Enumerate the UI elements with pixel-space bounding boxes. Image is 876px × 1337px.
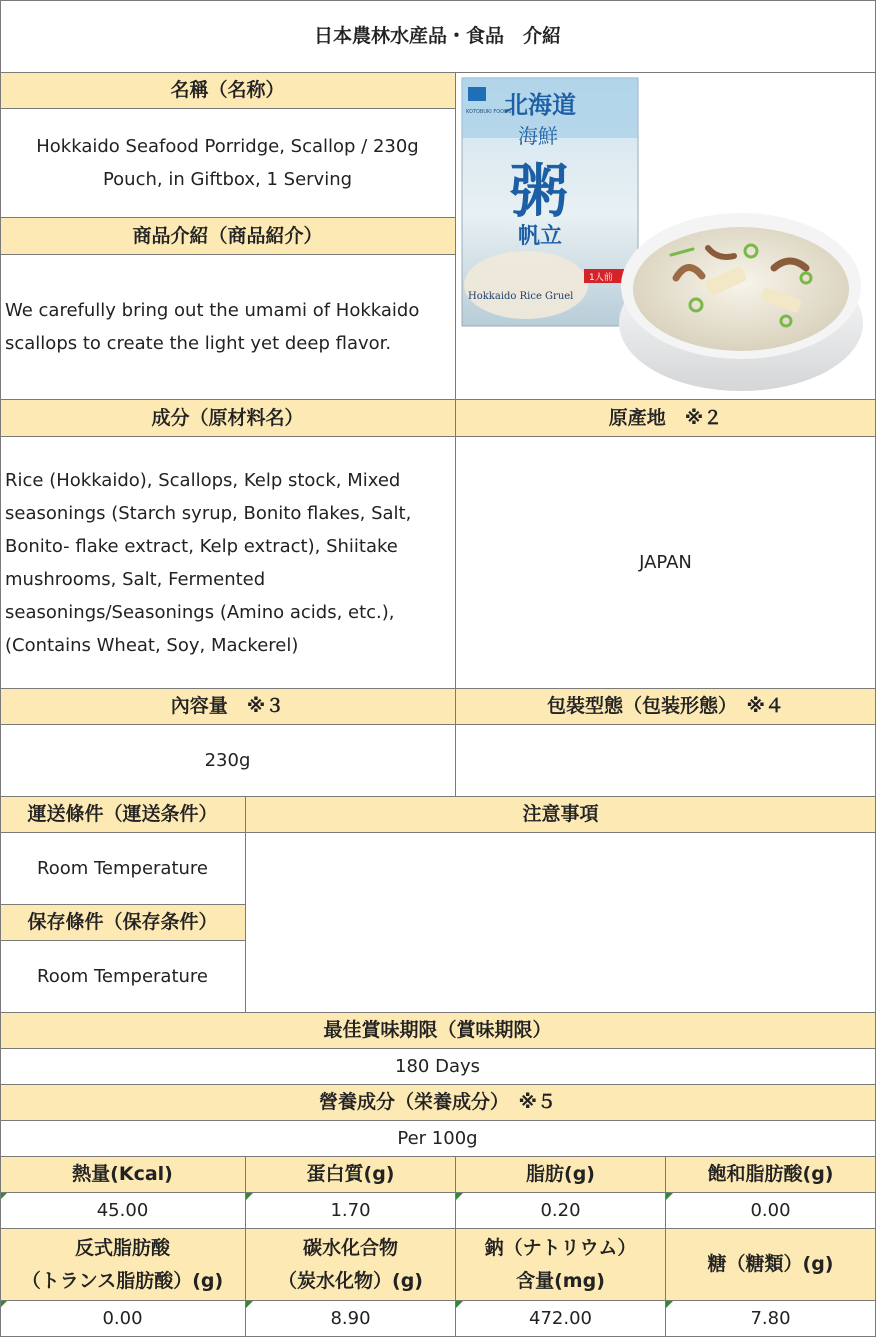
packaging-header: 包裝型態（包装形態） ※４ bbox=[456, 689, 876, 725]
box-title-1: 北海道 bbox=[504, 90, 576, 119]
sheet-title: 日本農林水産品・食品 介紹 bbox=[0, 0, 876, 73]
product-image-cell bbox=[456, 73, 876, 400]
trans-fat-header-line1: 反式脂肪酸 bbox=[74, 1236, 170, 1259]
protein-header: 蛋白質(g) bbox=[246, 1157, 456, 1193]
origin-value: JAPAN bbox=[456, 437, 876, 689]
storage-value: Room Temperature bbox=[0, 941, 246, 1013]
shipping-value: Room Temperature bbox=[0, 833, 246, 905]
saturated-fat-header: 飽和脂肪酸(g) bbox=[666, 1157, 876, 1193]
intro-header: 商品介紹（商品紹介） bbox=[0, 218, 456, 255]
origin-header: 原產地 ※２ bbox=[456, 400, 876, 437]
box-brand-text: KOTOBUKI FOODS bbox=[466, 109, 512, 115]
sodium-value: 472.00 bbox=[456, 1301, 666, 1337]
packaging-value bbox=[456, 725, 876, 797]
brand-logo bbox=[468, 87, 486, 101]
best-before-header: 最佳賞味期限（賞味期限） bbox=[0, 1013, 876, 1049]
box-title-3: 粥 bbox=[510, 157, 569, 225]
carbohydrate-header bbox=[246, 1229, 456, 1301]
sugar-value: 7.80 bbox=[666, 1301, 876, 1337]
energy-value: 45.00 bbox=[0, 1193, 246, 1229]
box-badge: 1人前 bbox=[589, 273, 613, 283]
sugar-header bbox=[666, 1229, 876, 1301]
trans-fat-value: 0.00 bbox=[0, 1301, 246, 1337]
porridge bbox=[633, 227, 849, 351]
content-value: 230g bbox=[0, 725, 456, 797]
intro-value: We carefully bring out the umami of Hokkaido scallops to create the light yet deep flavor. bbox=[0, 255, 456, 400]
box-title-4: 帆立 bbox=[518, 223, 563, 249]
nutrition-header: 營養成分（栄養成分） ※５ bbox=[0, 1085, 876, 1121]
sodium-header-line2: 含量(mg) bbox=[516, 1269, 605, 1292]
notes-value bbox=[246, 833, 876, 1013]
product-image bbox=[456, 73, 875, 399]
box-title-2: 海鮮 bbox=[518, 124, 558, 148]
ingredients-value: Rice (Hokkaido), Scallops, Kelp stock, Mixed seasonings (Starch syrup, Bonito flakes, Salt, Bonito- flake extract, Kelp extract), Shiitake mushrooms, Salt, Fermented seasonings/Seasonings (Amino acids, etc.), (Contains Wheat, Soy, Mackerel) bbox=[0, 437, 456, 689]
carbohydrate-header-line1: 碳水化合物 bbox=[302, 1236, 398, 1259]
protein-value: 1.70 bbox=[246, 1193, 456, 1229]
box-subtitle: Hokkaido Rice Gruel bbox=[468, 291, 574, 302]
content-header: 內容量 ※３ bbox=[0, 689, 456, 725]
energy-header: 熱量(Kcal) bbox=[0, 1157, 246, 1193]
carbohydrate-header-line2: （炭水化物）(g) bbox=[278, 1269, 423, 1292]
ingredients-header: 成分（原材料名） bbox=[0, 400, 456, 437]
nutrition-per: Per 100g bbox=[0, 1121, 876, 1157]
trans-fat-header-line2: （トランス脂肪酸）(g) bbox=[21, 1269, 224, 1292]
fat-value: 0.20 bbox=[456, 1193, 666, 1229]
sodium-header-line1: 鈉（ナトリウム） bbox=[484, 1236, 637, 1259]
notes-header: 注意事項 bbox=[246, 797, 876, 833]
storage-header: 保存條件（保存条件） bbox=[0, 905, 246, 941]
saturated-fat-value: 0.00 bbox=[666, 1193, 876, 1229]
sugar-header-line1: 糖（糖類）(g) bbox=[707, 1253, 834, 1275]
shipping-header: 運送條件（運送条件） bbox=[0, 797, 246, 833]
name-header: 名稱（名称） bbox=[0, 73, 456, 109]
best-before-value: 180 Days bbox=[0, 1049, 876, 1085]
sodium-header bbox=[456, 1229, 666, 1301]
name-value: Hokkaido Seafood Porridge, Scallop / 230g Pouch, in Giftbox, 1 Serving bbox=[0, 109, 456, 218]
trans-fat-header bbox=[0, 1229, 246, 1301]
fat-header: 脂肪(g) bbox=[456, 1157, 666, 1193]
carbohydrate-value: 8.90 bbox=[246, 1301, 456, 1337]
